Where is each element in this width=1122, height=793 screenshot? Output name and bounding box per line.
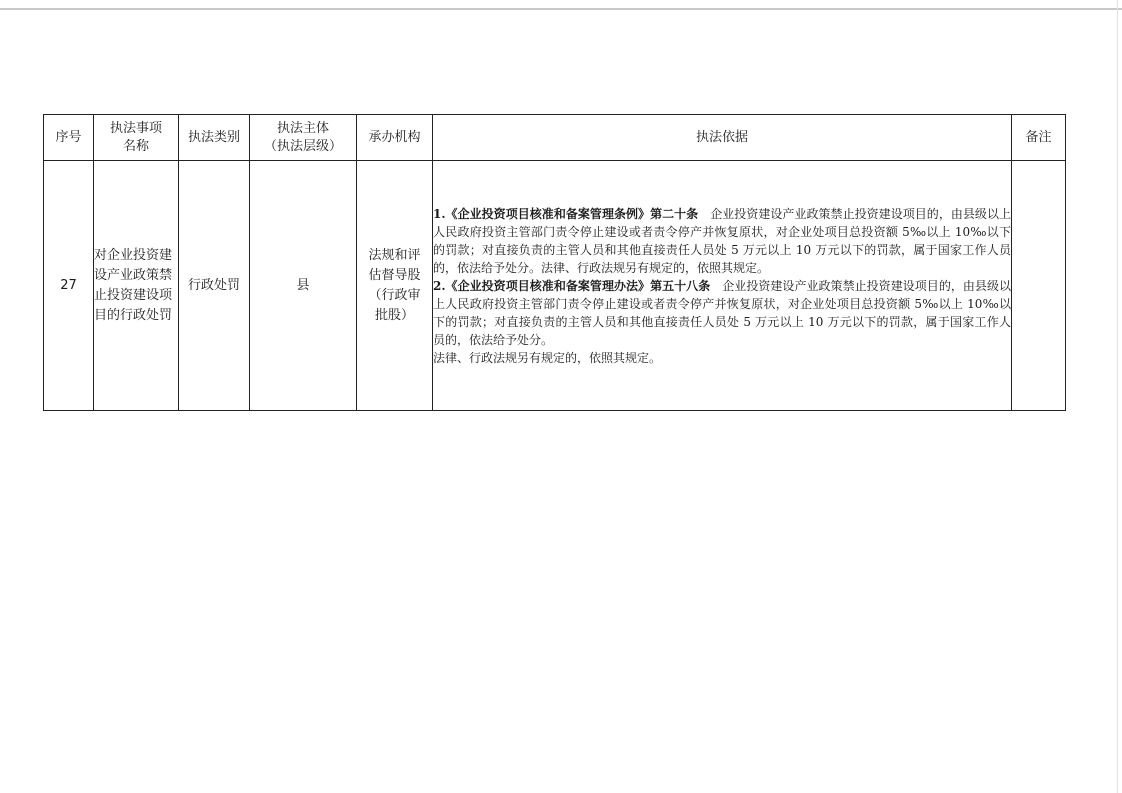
cell-remarks [1012, 161, 1066, 411]
basis-item-1-num: 1. [433, 206, 446, 221]
table-row [44, 161, 1066, 411]
header-seq: 序号 [44, 115, 94, 161]
basis-item-2-num: 2. [433, 278, 446, 293]
basis-item-2 [433, 277, 1011, 349]
header-subject-line2: （执法层级） [263, 138, 342, 154]
cell-seq: 27 [44, 161, 94, 411]
header-subject-line1: 执法主体 [276, 120, 329, 136]
cell-item-name: 对企业投资建设产业政策禁止投资建设项目的行政处罚 [94, 161, 179, 411]
basis-item-1-title: 《企业投资项目核准和备案管理条例》第二十条 [445, 206, 699, 221]
header-basis: 执法依据 [433, 115, 1012, 161]
scan-right-edge [1117, 0, 1118, 793]
header-row [44, 115, 1066, 161]
header-item-name [94, 115, 179, 161]
header-item-name-line2: 名称 [122, 138, 149, 154]
enforcement-table [43, 114, 1066, 411]
header-subject [250, 115, 357, 161]
header-agency: 承办机构 [357, 115, 433, 161]
basis-closing: 法律、行政法规另有规定的，依照其规定。 [433, 350, 662, 365]
basis-item-1 [433, 205, 1011, 277]
header-remarks: 备注 [1012, 115, 1066, 161]
header-category: 执法类别 [179, 115, 250, 161]
cell-subject: 县 [250, 161, 357, 411]
header-item-name-line1: 执法事项 [109, 120, 162, 136]
basis-item-2-title: 《企业投资项目核准和备案管理办法》第五十八条 [445, 278, 711, 293]
basis-item-1-text: 企业投资建设产业政策禁止投资建设项目的，由县级以上人民政府投资主管部门责令停止建设或者责令停产并恢复原状，对企业处项目总投资额 5‰以上 10‰以下的罚款；对直接负责的主管人员和其他直接责任人员处 5 万元以上 10 万元以下的罚款，属于国家工作人员的，依法给予处分。法律、行政法规另有规定的，依照其规定。 [433, 206, 1011, 275]
basis-text [433, 205, 1011, 367]
scan-top-edge [0, 8, 1122, 10]
basis-item-2-text: 企业投资建设产业政策禁止投资建设项目的，由县级以上人民政府投资主管部门责令停止建设或者责令停产并恢复原状，对企业处项目总投资额 5‰以上 10‰以下的罚款；对直接负责的主管人员和其他直接责任人员处 5 万元以上 10 万元以下的罚款，属于国家工作人员的，依法给予处分。 [433, 278, 1011, 347]
cell-basis [433, 161, 1012, 411]
cell-agency: 法规和评估督导股（行政审批股） [357, 161, 433, 411]
cell-category: 行政处罚 [179, 161, 250, 411]
